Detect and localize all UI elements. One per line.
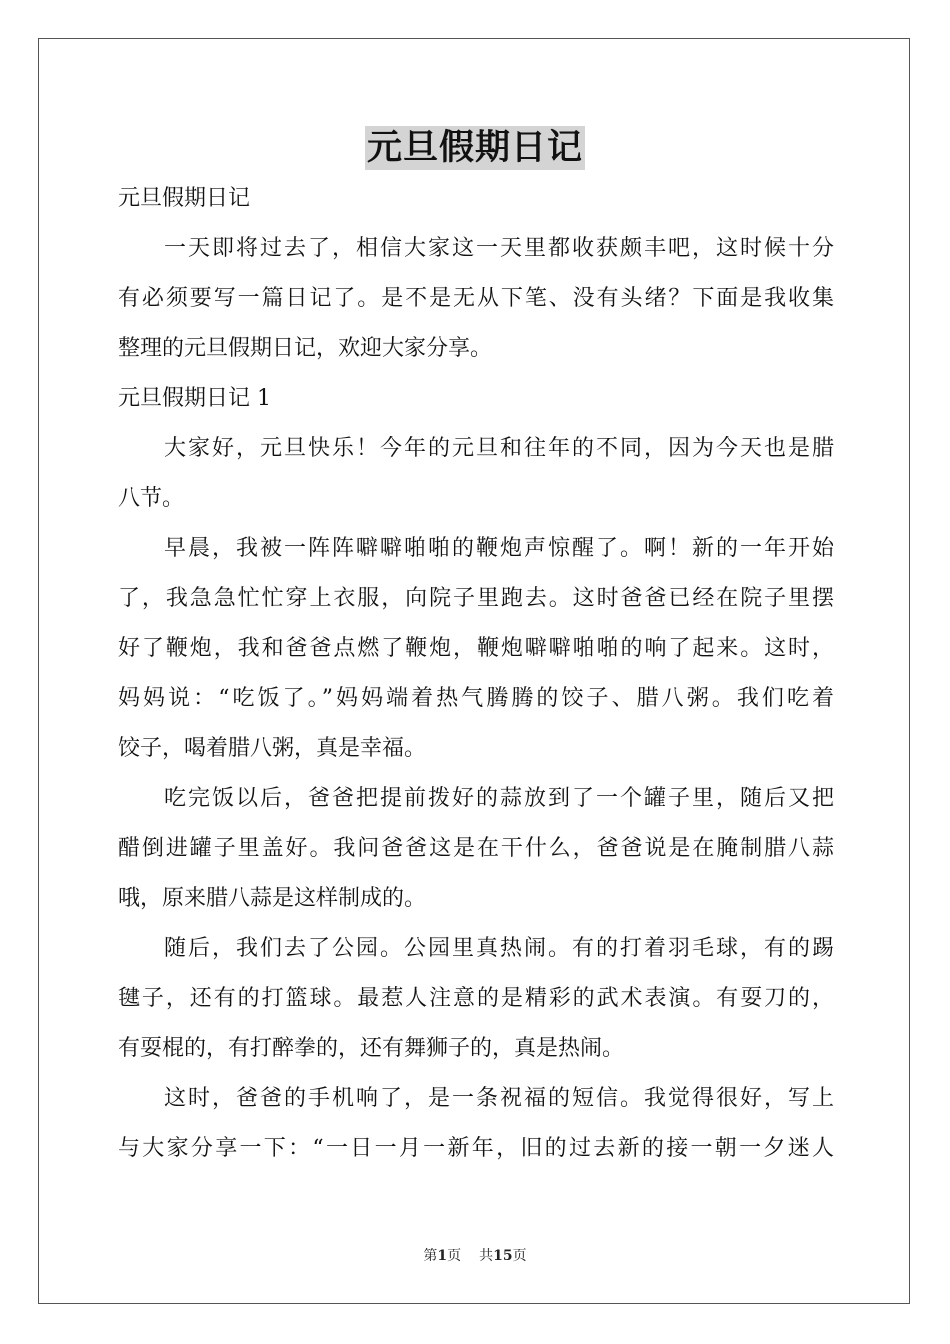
text-line: 元旦假期日记 <box>118 186 251 211</box>
text-line: 饺子，喝着腊八粥，真是幸福。 <box>118 736 427 761</box>
text-line: 元旦假期日记 1 <box>118 386 271 411</box>
text-line: 好了鞭炮，我和爸爸点燃了鞭炮，鞭炮噼噼啪啪的响了起来。这时， <box>118 636 834 661</box>
page-footer <box>0 1246 950 1266</box>
text-line: 这时，爸爸的手机响了，是一条祝福的短信。我觉得很好，写上 <box>164 1086 834 1111</box>
text-line: 随后，我们去了公园。公园里真热闹。有的打着羽毛球，有的踢 <box>164 936 834 961</box>
text-line: 大家好，元旦快乐！今年的元旦和往年的不同，因为今天也是腊 <box>164 436 834 461</box>
total-label-prefix: 共 <box>479 1248 494 1264</box>
title-container <box>0 126 950 170</box>
page-label-prefix: 第 <box>423 1248 438 1264</box>
document-body <box>118 174 834 1174</box>
text-line: 有必须要写一篇日记了。是不是无从下笔、没有头绪？下面是我收集 <box>118 286 834 311</box>
page-label-suffix: 页 <box>447 1248 462 1264</box>
text-line: 醋倒进罐子里盖好。我问爸爸这是在干什么，爸爸说是在腌制腊八蒜 <box>118 836 834 861</box>
text-line: 吃完饭以后，爸爸把提前拨好的蒜放到了一个罐子里，随后又把 <box>164 786 834 811</box>
total-label-suffix: 页 <box>512 1248 527 1264</box>
text-line: 了，我急急忙忙穿上衣服，向院子里跑去。这时爸爸已经在院子里摆 <box>118 586 834 611</box>
text-line: 妈妈说：“吃饭了。”妈妈端着热气腾腾的饺子、腊八粥。我们吃着 <box>118 686 834 711</box>
text-line: 整理的元旦假期日记，欢迎大家分享。 <box>118 336 493 361</box>
text-line: 早晨，我被一阵阵噼噼啪啪的鞭炮声惊醒了。啊！新的一年开始 <box>164 536 834 561</box>
text-line: 有耍棍的，有打醉拳的，还有舞狮子的，真是热闹。 <box>118 1036 625 1061</box>
text-line: 毽子，还有的打篮球。最惹人注意的是精彩的武术表演。有耍刀的， <box>118 986 834 1011</box>
document-title: 元旦假期日记 <box>366 127 583 168</box>
total-page-count: 15 <box>493 1248 513 1264</box>
text-line: 哦，原来腊八蒜是这样制成的。 <box>118 886 427 911</box>
text-line: 一天即将过去了，相信大家这一天里都收获颇丰吧，这时候十分 <box>164 236 834 261</box>
current-page-number: 1 <box>437 1248 448 1264</box>
text-line: 八节。 <box>118 486 185 511</box>
text-line: 与大家分享一下：“一日一月一新年，旧的过去新的接一朝一夕迷人 <box>118 1136 834 1161</box>
